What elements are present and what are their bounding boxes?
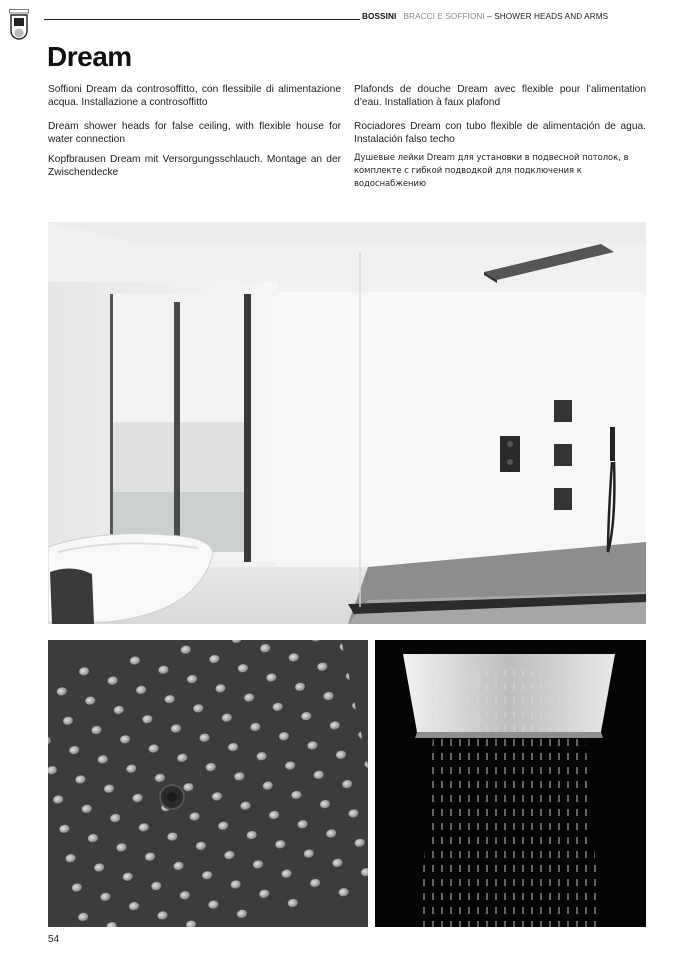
description-english: Dream shower heads for false ceiling, with flexible house for water connection: [48, 121, 341, 145]
description-italian: Soffioni Dream da controsoffitto, con flessibile di alimentazione acqua. Installazione a controsoffitto: [48, 84, 341, 108]
header-brand: BOSSINI: [362, 12, 397, 21]
bossini-logo: [9, 9, 35, 43]
header-rule: [44, 19, 360, 20]
page-title: Dream: [47, 41, 132, 72]
nozzle-closeup-photo: [48, 640, 368, 927]
header-breadcrumb: [362, 12, 608, 21]
rain-shower-photo: [375, 640, 646, 927]
description-spanish: Rociadores Dream con tubo flexible de alimentación de agua. Instalación falso techo: [354, 121, 646, 145]
description-german: Kopfbrausen Dream mit Versorgungsschlauch. Montage an der Zwischendecke: [48, 154, 341, 178]
page-number: 54: [48, 934, 60, 945]
header-subcategory: SHOWER HEADS AND ARMS: [494, 12, 609, 21]
header-separator: –: [484, 12, 495, 21]
header-category: BRACCI E SOFFIONI: [403, 12, 485, 21]
description-french: Plafonds de douche Dream avec flexible pour l’alimentation d’eau. Installation à faux plafond: [354, 84, 646, 108]
description-russian: Душевые лейки Dream для установки в подвесной потолок, в комплекте с гибкой подводкой для подключения к водоснабжению: [354, 152, 629, 188]
bathroom-photo: [48, 222, 646, 624]
